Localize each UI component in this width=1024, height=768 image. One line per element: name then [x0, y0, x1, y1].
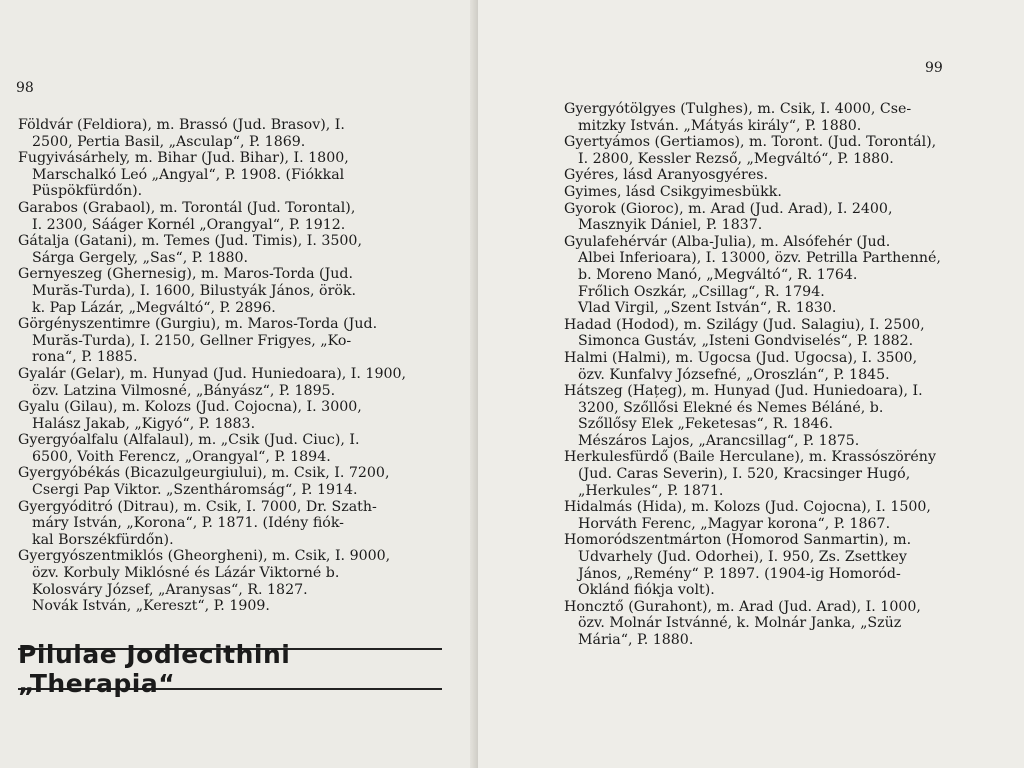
- directory-entry: [564, 167, 1004, 184]
- entry-heading-line: Gyéres, lásd Aranyosgyéres.: [564, 167, 769, 184]
- entry-heading-line: Gyalár (Gelar), m. Hunyad (Jud. Huniedoara), I. 1900,: [18, 365, 407, 382]
- entry-continuation-line: Halász Jakab, „Kigyó“, P. 1883.: [32, 415, 256, 432]
- entry-heading-line: Gyergyóbékás (Bicazulgeurgiului), m. Csik, I. 7200,: [18, 465, 390, 482]
- entry-continuation-line: I. 2300, Sááger Kornél „Orangyal“, P. 1912.: [32, 216, 346, 233]
- entry-heading-line: Gyertyámos (Gertiamos), m. Toront. (Jud. Torontál),: [564, 134, 937, 151]
- directory-entry: [18, 366, 428, 399]
- entry-continuation-line: Oklánd fiókja volt).: [578, 582, 715, 599]
- entry-heading-line: Hidalmás (Hida), m. Kolozs (Jud. Cojocna), I. 1500,: [564, 499, 931, 516]
- entry-heading-line: Gyalu (Gilau), m. Kolozs (Jud. Cojocna), I. 3000,: [18, 399, 362, 416]
- entry-continuation-line: Sárga Gergely, „Sas“, P. 1880.: [32, 249, 249, 266]
- directory-entry: [18, 316, 428, 366]
- entry-continuation-line: Novák István, „Kereszt“, P. 1909.: [32, 598, 270, 615]
- entry-continuation-line: Albei Inferioara), I. 13000, özv. Petrilla Parthenné,: [578, 250, 941, 267]
- directory-entry: [564, 532, 1004, 598]
- entry-heading-line: Gyulafehérvár (Alba-Julia), m. Alsófehér (Jud.: [564, 233, 891, 250]
- entry-continuation-line: Murăs-Turda), I. 1600, Bilustyák János, örök.: [32, 282, 356, 299]
- entry-heading-line: Gyergyótölgyes (Tulghes), m. Csik, I. 4000, Cse-: [564, 101, 912, 117]
- entry-heading-line: Fugyivásárhely, m. Bihar (Jud. Bihar), I. 1800,: [18, 150, 349, 167]
- entry-heading-line: Gyergyóditró (Ditrau), m. Csik, I. 7000, Dr. Szath-: [18, 498, 377, 515]
- entry-continuation-line: kal Borszékfürdőn).: [32, 531, 174, 548]
- entry-heading-line: Herkulesfürdő (Baile Herculane), m. Krassószörény: [564, 449, 936, 466]
- entry-heading-line: Gyergyóalfalu (Alfalaul), m. „Csik (Jud. Ciuc), I.: [18, 432, 360, 449]
- directory-entry: [564, 499, 1004, 532]
- entry-continuation-line: Püspökfürdőn).: [32, 183, 143, 200]
- directory-entry: [18, 465, 428, 498]
- entry-heading-line: Gernyeszeg (Ghernesig), m. Maros-Torda (Jud.: [18, 266, 354, 283]
- entry-continuation-line: Horváth Ferenc, „Magyar korona“, P. 1867.: [578, 515, 891, 532]
- page-number: 99: [925, 60, 943, 76]
- entry-heading-line: Gyergyószentmiklós (Gheorgheni), m. Csik, I. 9000,: [18, 548, 391, 565]
- entry-continuation-line: Mészáros Lajos, „Arancsillag“, P. 1875.: [578, 432, 860, 449]
- directory-entry: [18, 499, 428, 549]
- entry-heading-line: Honcztő (Gurahont), m. Arad (Jud. Arad), I. 1000,: [564, 598, 921, 615]
- entry-continuation-line: Szőllősy Elek „Feketesas“, R. 1846.: [578, 416, 834, 433]
- entry-continuation-line: k. Pap Lázár, „Megváltó“, P. 2896.: [32, 299, 276, 316]
- directory-entry: [564, 234, 1004, 317]
- directory-entry: [564, 201, 1004, 234]
- entry-continuation-line: özv. Molnár Istvánné, k. Molnár Janka, „Szüz: [578, 615, 902, 632]
- directory-entry: [564, 101, 1004, 134]
- entry-list: [18, 117, 428, 615]
- entry-heading-line: Halmi (Halmi), m. Ugocsa (Jud. Ugocsa), I. 3500,: [564, 349, 918, 366]
- entry-continuation-line: János, „Remény“ P. 1897. (1904-ig Homoród-: [578, 565, 901, 582]
- directory-entry: [564, 184, 1004, 201]
- directory-entry: [564, 134, 1004, 167]
- entry-continuation-line: I. 2800, Kessler Rezső, „Megváltó“, P. 1880.: [578, 150, 894, 167]
- entry-continuation-line: Csergi Pap Viktor. „Szentháromság“, P. 1914.: [32, 482, 358, 499]
- entry-continuation-line: Simonca Gustáv, „Isteni Gondviselés“, P. 1882.: [578, 333, 914, 350]
- entry-continuation-line: Murăs-Turda), I. 2150, Gellner Frigyes, „Ko-: [32, 332, 352, 349]
- entry-heading-line: Homoródszentmárton (Homorod Sanmartin), m.: [564, 532, 912, 549]
- directory-entry: [564, 317, 1004, 350]
- entry-continuation-line: (Jud. Caras Severin), I. 520, Kracsinger Hugó,: [578, 466, 911, 483]
- entry-continuation-line: Udvarhely (Jud. Odorhei), I. 950, Zs. Zsettkey: [578, 549, 907, 566]
- entry-continuation-line: Kolosváry József, „Aranysas“, R. 1827.: [32, 581, 308, 598]
- advertisement-banner: Pilulae Jodlecithini „Therapia“: [18, 648, 442, 690]
- entry-heading-line: Garabos (Grabaol), m. Torontál (Jud. Torontal),: [18, 199, 356, 216]
- entry-heading-line: Hadad (Hodod), m. Szilágy (Jud. Salagiu), I. 2500,: [564, 316, 925, 333]
- entry-continuation-line: Mária“, P. 1880.: [578, 632, 694, 648]
- entry-heading-line: Hátszeg (Hațeg), m. Hunyad (Jud. Huniedoara), I.: [564, 383, 923, 400]
- right-page: [478, 0, 1024, 768]
- entry-continuation-line: Vlad Virgil, „Szent István“, R. 1830.: [578, 300, 837, 317]
- entry-heading-line: Földvár (Feldiora), m. Brassó (Jud. Brasov), I.: [18, 117, 345, 133]
- entry-continuation-line: 3200, Szőllősi Elekné és Nemes Béláné, b.: [578, 399, 884, 416]
- directory-entry: [564, 449, 1004, 499]
- entry-continuation-line: özv. Kunfalvy Józsefné, „Oroszlán“, P. 1845.: [578, 366, 890, 383]
- directory-entry: [564, 350, 1004, 383]
- entry-continuation-line: özv. Latzina Vilmosné, „Bányász“, P. 1895.: [32, 382, 336, 399]
- page-number: 98: [16, 80, 34, 96]
- entry-continuation-line: b. Moreno Manó, „Megváltó“, R. 1764.: [578, 266, 858, 283]
- entry-continuation-line: mitzky István. „Mátyás király“, P. 1880.: [578, 117, 862, 134]
- directory-entry: [18, 150, 428, 200]
- directory-entry: [564, 383, 1004, 449]
- entry-continuation-line: máry István, „Korona“, P. 1871. (Idény fiók-: [32, 515, 344, 532]
- entry-heading-line: Görgényszentimre (Gurgiu), m. Maros-Torda (Jud.: [18, 316, 378, 333]
- entry-continuation-line: rona“, P. 1885.: [32, 349, 138, 366]
- entry-continuation-line: „Herkules“, P. 1871.: [578, 482, 724, 499]
- directory-entry: [18, 432, 428, 465]
- directory-entry: [18, 233, 428, 266]
- entry-continuation-line: Masznyik Dániel, P. 1837.: [578, 217, 763, 234]
- entry-heading-line: Gyorok (Gioroc), m. Arad (Jud. Arad), I. 2400,: [564, 200, 893, 217]
- entry-list: [564, 101, 1004, 649]
- directory-entry: [18, 266, 428, 316]
- entry-continuation-line: 6500, Voith Ferencz, „Orangyal“, P. 1894.: [32, 448, 331, 465]
- entry-heading-line: Gátalja (Gatani), m. Temes (Jud. Timis), I. 3500,: [18, 233, 362, 250]
- directory-entry: [564, 599, 1004, 649]
- directory-entry: [18, 399, 428, 432]
- left-page: [0, 0, 478, 768]
- entry-heading-line: Gyimes, lásd Csikgyimesbükk.: [564, 183, 782, 200]
- entry-continuation-line: Marschalkó Leó „Angyal“, P. 1908. (Fiókkal: [32, 166, 345, 183]
- entry-continuation-line: 2500, Pertia Basil, „Asculap“, P. 1869.: [32, 133, 306, 150]
- entry-continuation-line: özv. Korbuly Miklósné és Lázár Viktorné b.: [32, 565, 340, 582]
- directory-entry: [18, 117, 428, 150]
- entry-continuation-line: Frőlich Oszkár, „Csillag“, R. 1794.: [578, 283, 825, 300]
- directory-entry: [18, 200, 428, 233]
- directory-entry: [18, 548, 428, 614]
